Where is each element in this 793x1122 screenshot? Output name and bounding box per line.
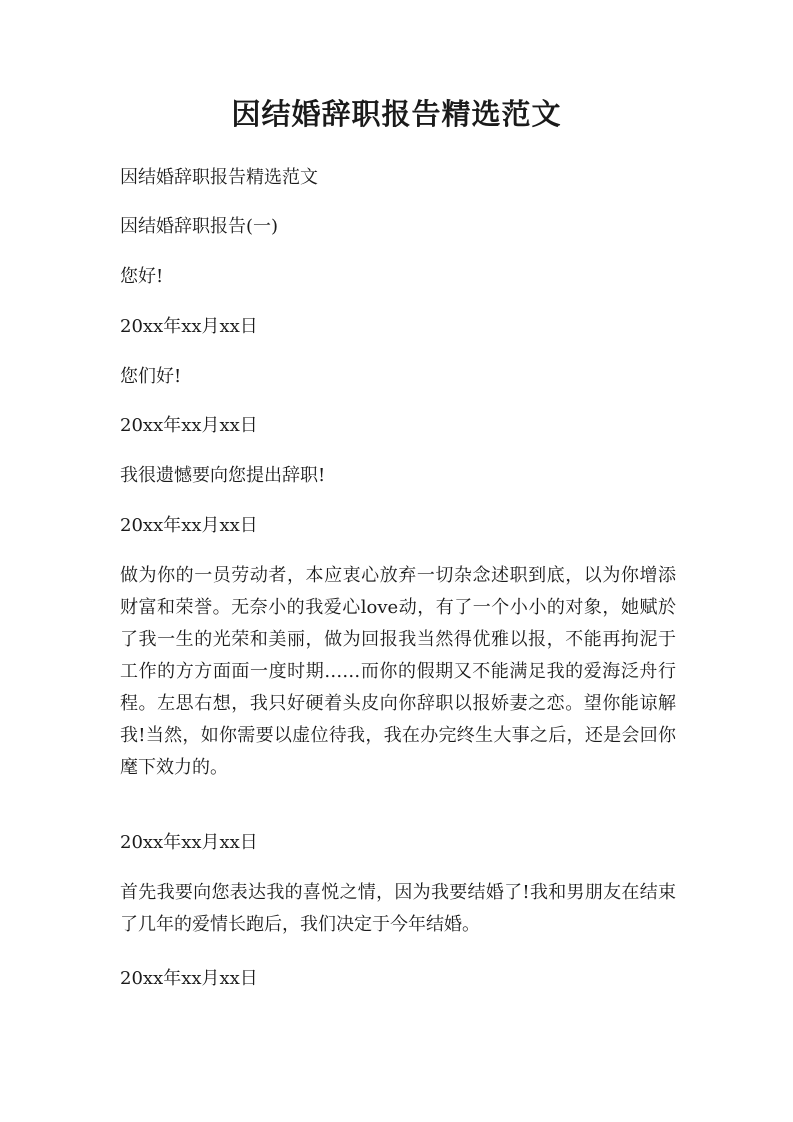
paragraph-date: 20xx年xx月xx日 xyxy=(120,968,258,989)
paragraph-body: 做为你的一员劳动者，本应衷心放弃一切杂念述职到底，以为你增添财富和荣誉。无奈小的我爱心love动，有了一个小小的对象，她赋於了我一生的光荣和美丽，做为回报我当然得优雅以报，不能再拘泥于工作的方方面面一度时期……而你的假期又不能满足我的爱海泛舟行程。左思右想，我只好硬着头皮向你辞职以报娇妻之恋。望你能谅解我!当然，如你需要以虚位待我，我在办完终生大事之后，还是会回你麾下效力的。 xyxy=(120,565,676,778)
paragraph-date: 20xx年xx月xx日 xyxy=(120,832,258,853)
document-title: 因结婚辞职报告精选范文 xyxy=(231,97,562,131)
paragraph-greeting: 您好! xyxy=(120,266,164,287)
paragraph-heading: 因结婚辞职报告(一) xyxy=(120,216,279,237)
paragraph-statement: 我很遗憾要向您提出辞职! xyxy=(120,465,326,486)
paragraph-date: 20xx年xx月xx日 xyxy=(120,316,258,337)
paragraph-body: 首先我要向您表达我的喜悦之情，因为我要结婚了!我和男朋友在结束了几年的爱情长跑后，我们决定于今年结婚。 xyxy=(120,882,676,935)
paragraph-date: 20xx年xx月xx日 xyxy=(120,415,258,436)
paragraph-greeting: 您们好! xyxy=(120,366,182,387)
paragraph-subtitle: 因结婚辞职报告精选范文 xyxy=(120,167,318,188)
paragraph-date: 20xx年xx月xx日 xyxy=(120,515,258,536)
